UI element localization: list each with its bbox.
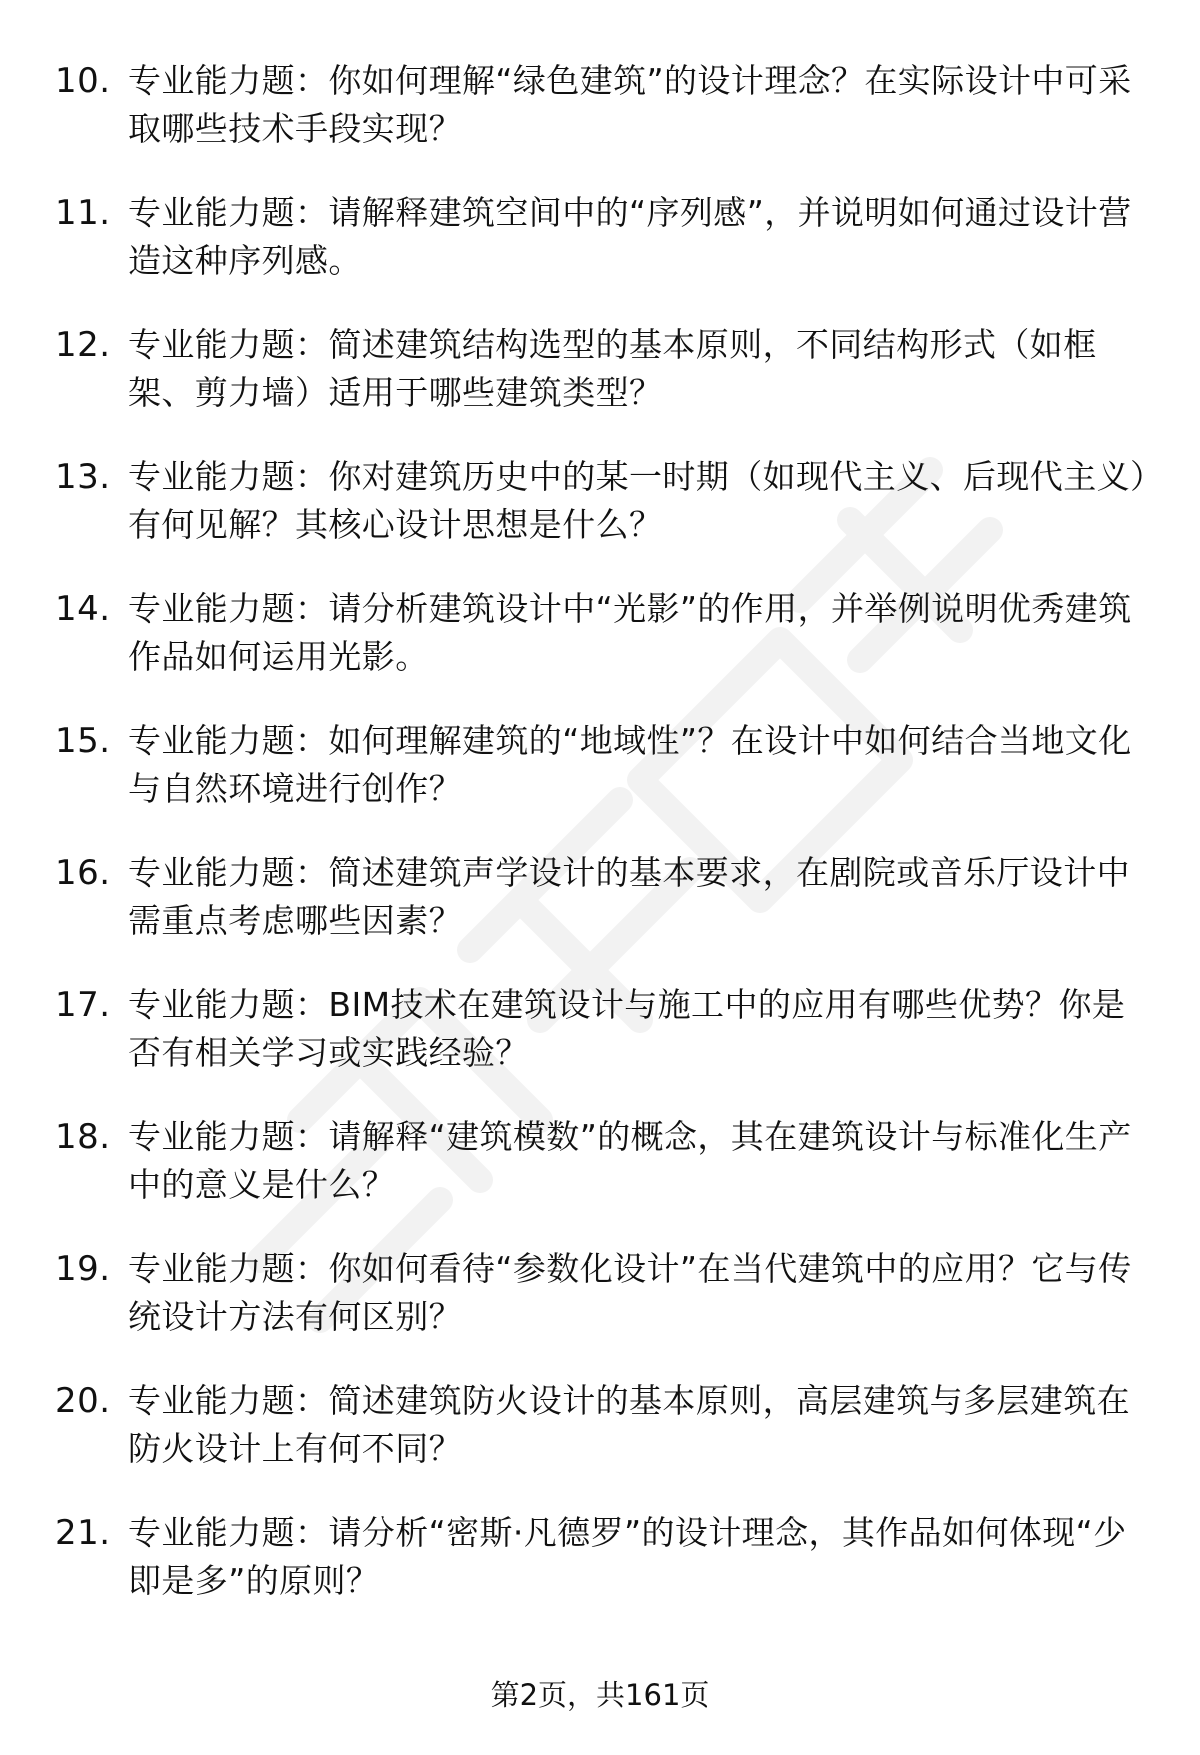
list-item: [55, 1245, 1155, 1377]
question-number: 20.: [55, 1381, 111, 1421]
question-text: 专业能力题：请解释“建筑模数”的概念，其在建筑设计与标准化生产中的意义是什么？: [128, 1117, 1132, 1204]
list-item: [55, 1113, 1155, 1245]
question-text: 专业能力题：简述建筑结构选型的基本原则，不同结构形式（如框架、剪力墙）适用于哪些建筑类型？: [128, 325, 1097, 412]
question-number: 19.: [55, 1249, 111, 1289]
list-item: [55, 849, 1155, 981]
question-list: [55, 57, 1155, 1641]
list-item: [55, 189, 1155, 321]
question-text: 专业能力题：你如何理解“绿色建筑”的设计理念？在实际设计中可采取哪些技术手段实现？: [128, 61, 1132, 148]
question-number: 18.: [55, 1117, 111, 1157]
question-number: 17.: [55, 985, 111, 1025]
question-text: 专业能力题：请分析“密斯·凡德罗”的设计理念，其作品如何体现“少即是多”的原则？: [128, 1513, 1127, 1600]
question-number: 13.: [55, 457, 111, 497]
question-text: 专业能力题：简述建筑防火设计的基本原则，高层建筑与多层建筑在防火设计上有何不同？: [128, 1381, 1130, 1468]
question-number: 21.: [55, 1513, 111, 1553]
question-number: 14.: [55, 589, 111, 629]
question-text: 专业能力题：你如何看待“参数化设计”在当代建筑中的应用？它与传统设计方法有何区别？: [128, 1249, 1132, 1336]
list-item: [55, 1377, 1155, 1509]
question-number: 11.: [55, 193, 111, 233]
list-item: [55, 585, 1155, 717]
question-number: 16.: [55, 853, 111, 893]
question-number: 12.: [55, 325, 111, 365]
list-item: [55, 453, 1155, 585]
question-number: 15.: [55, 721, 111, 761]
list-item: [55, 717, 1155, 849]
question-text: 专业能力题：BIM技术在建筑设计与施工中的应用有哪些优势？你是否有相关学习或实践经验？: [128, 985, 1126, 1072]
question-text: 专业能力题：简述建筑声学设计的基本要求，在剧院或音乐厅设计中需重点考虑哪些因素？: [128, 853, 1130, 940]
question-number: 10.: [55, 61, 111, 101]
question-text: 专业能力题：如何理解建筑的“地域性”？在设计中如何结合当地文化与自然环境进行创作？: [128, 721, 1132, 808]
question-text: 专业能力题：你对建筑历史中的某一时期（如现代主义、后现代主义）有何见解？其核心设计思想是什么？: [128, 457, 1147, 544]
list-item: [55, 57, 1155, 189]
question-text: 专业能力题：请分析建筑设计中“光影”的作用，并举例说明优秀建筑作品如何运用光影。: [128, 589, 1132, 676]
list-item: [55, 321, 1155, 453]
page-number-footer: 第2页，共161页: [490, 1678, 710, 1712]
list-item: [55, 1509, 1155, 1641]
list-item: [55, 981, 1155, 1113]
question-text: 专业能力题：请解释建筑空间中的“序列感”，并说明如何通过设计营造这种序列感。: [128, 193, 1132, 280]
